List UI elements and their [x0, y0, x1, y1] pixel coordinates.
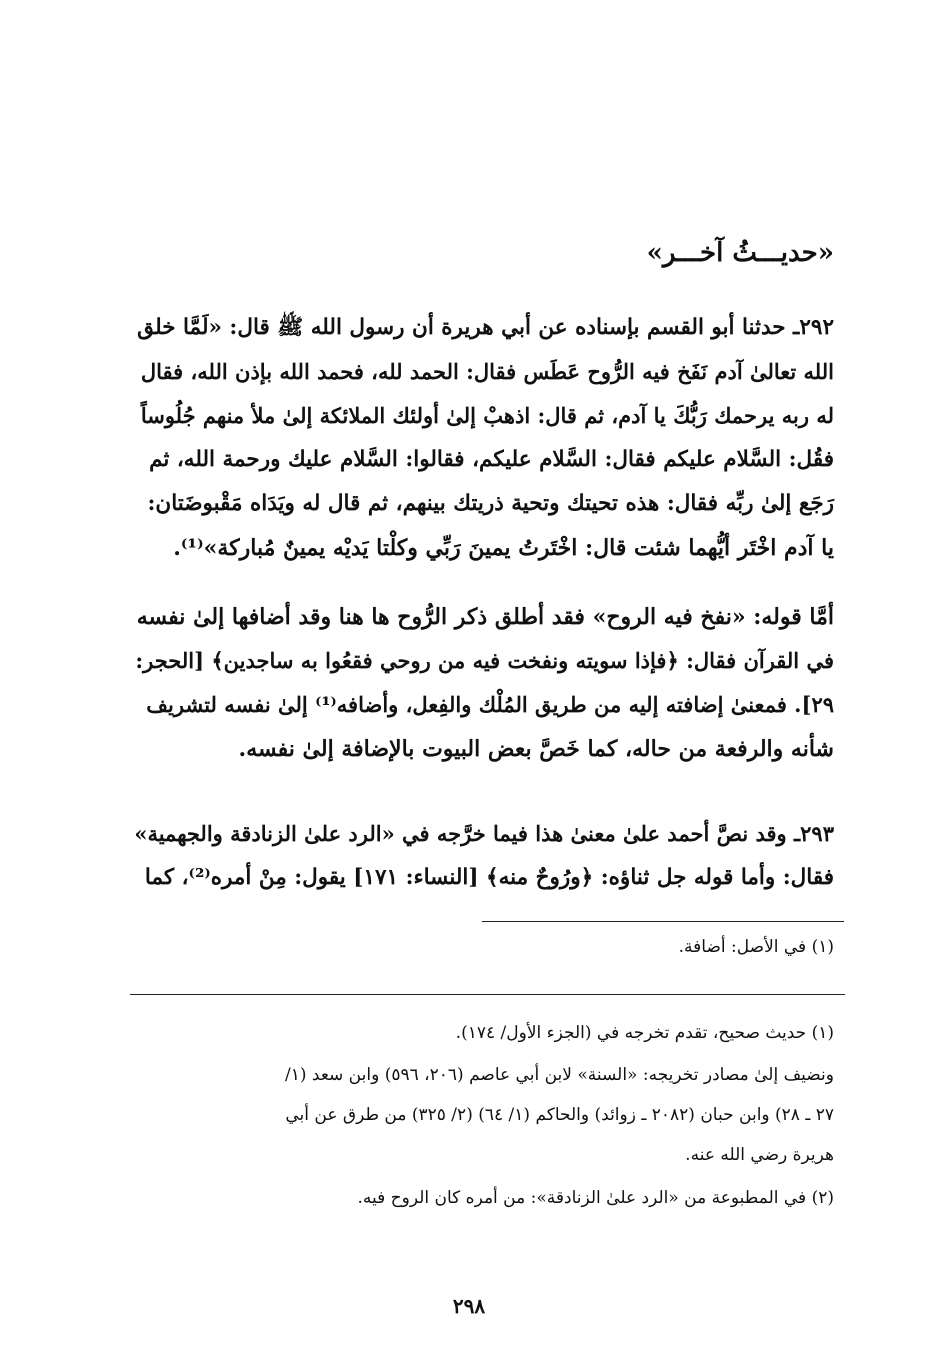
- commentary-paragraph: [134, 595, 834, 771]
- section-heading: «حديـــثُ آخـــر»: [646, 238, 834, 268]
- text-line: ٢٩٣ـ وقد نصَّ أحمد علىٰ معنىٰ هذا فيما خرَّجه في «الرد علىٰ الزنادقة والجهمية»: [134, 821, 834, 846]
- text-line: شأنه والرفعة من حاله، كما خَصَّ بعض البيوت بالإضافة إلىٰ نفسه.: [238, 736, 834, 762]
- text-line: فقال: وأما قوله جل ثناؤه: ﴿ورُوحٌ منه﴾ [النساء: ١٧١] يقول: مِنْ أمره⁽²⁾، كما: [144, 865, 834, 890]
- hadith-292-paragraph: [134, 306, 834, 570]
- footnote-divider-long: [130, 994, 845, 995]
- text-line: ٢٩٢ـ حدثنا أبو القسم بإسناده عن أبي هريرة أن رسول الله ﷺ قال: «لَمَّا خلق: [137, 315, 834, 340]
- footnote-divider-short: [482, 921, 844, 922]
- text-line: رَجَع إلىٰ ربِّه فقال: هذه تحيتك وتحية ذريتك بينهم، ثم قال له ويَدَاه مَقْبوضَتان:: [147, 491, 834, 516]
- page-number: ٢٩٨: [452, 1294, 486, 1318]
- footnote-line: (١) حديث صحيح، تقدم تخرجه في (الجزء الأول/ ١٧٤).: [455, 1023, 834, 1043]
- footnote-line: (٢) في المطبوعة من «الرد علىٰ الزنادقة»: من أمره كان الروح فيه.: [357, 1188, 834, 1208]
- text-line: أمَّا قوله: «نفخ فيه الروح» فقد أطلق ذكر الرُّوح ها هنا وقد أضافها إلىٰ نفسه: [136, 604, 834, 630]
- footnote-line: ونضيف إلىٰ مصادر تخريجه: «السنة» لابن أبي عاصم (٢٠٦، ٥٩٦) وابن سعد (١/: [285, 1065, 834, 1085]
- text-line: ٢٩]. فمعنىٰ إضافته إليه من طريق المُلْك والفِعل، وأضافه⁽¹⁾ إلىٰ نفسه لتشريف: [146, 692, 834, 717]
- manuscript-footnote: (١) في الأصل: أضافة.: [678, 937, 834, 957]
- reference-footnote-1-continued: [144, 1064, 834, 1184]
- reference-footnote-1: [144, 1022, 834, 1044]
- footnote-line: ٢٧ ـ ٢٨) وابن حبان (٢٠٨٢ ـ زوائد) والحاكم (١/ ٦٤) (٢/ ٣٢٥) من طرق عن أبي: [285, 1105, 834, 1125]
- hadith-293-paragraph: [134, 812, 834, 900]
- text-line: له ربه يرحمك رَبُّكَ يا آدم، ثم قال: اذهبْ إلىٰ أولئك الملائكة إلىٰ ملأ منهم جُلُوساً: [140, 403, 834, 428]
- text-line: في القرآن فقال: ﴿فإذا سويته ونفخت فيه من روحي فقعُوا به ساجدين﴾ [الحجر:: [135, 648, 834, 673]
- text-line: فقُل: السَّلام عليكم فقال: السَّلام عليكم، فقالوا: السَّلام عليك ورحمة الله، ثم: [149, 447, 834, 472]
- text-line: الله تعالىٰ آدم نَفَخ فيه الرُّوح عَطَس فقال: الحمد لله، فحمد الله بإذن الله، فقال: [140, 359, 834, 384]
- text-line: يا آدم اخْتَر أيُّهما شئت قال: اخْتَرتُ يمينَ رَبِّي وكلْتا يَديْه يمينٌ مُباركة»⁽¹⁾.: [173, 535, 834, 561]
- footnote-line: هريرة رضي الله عنه.: [685, 1145, 834, 1165]
- reference-footnote-2: [144, 1187, 834, 1209]
